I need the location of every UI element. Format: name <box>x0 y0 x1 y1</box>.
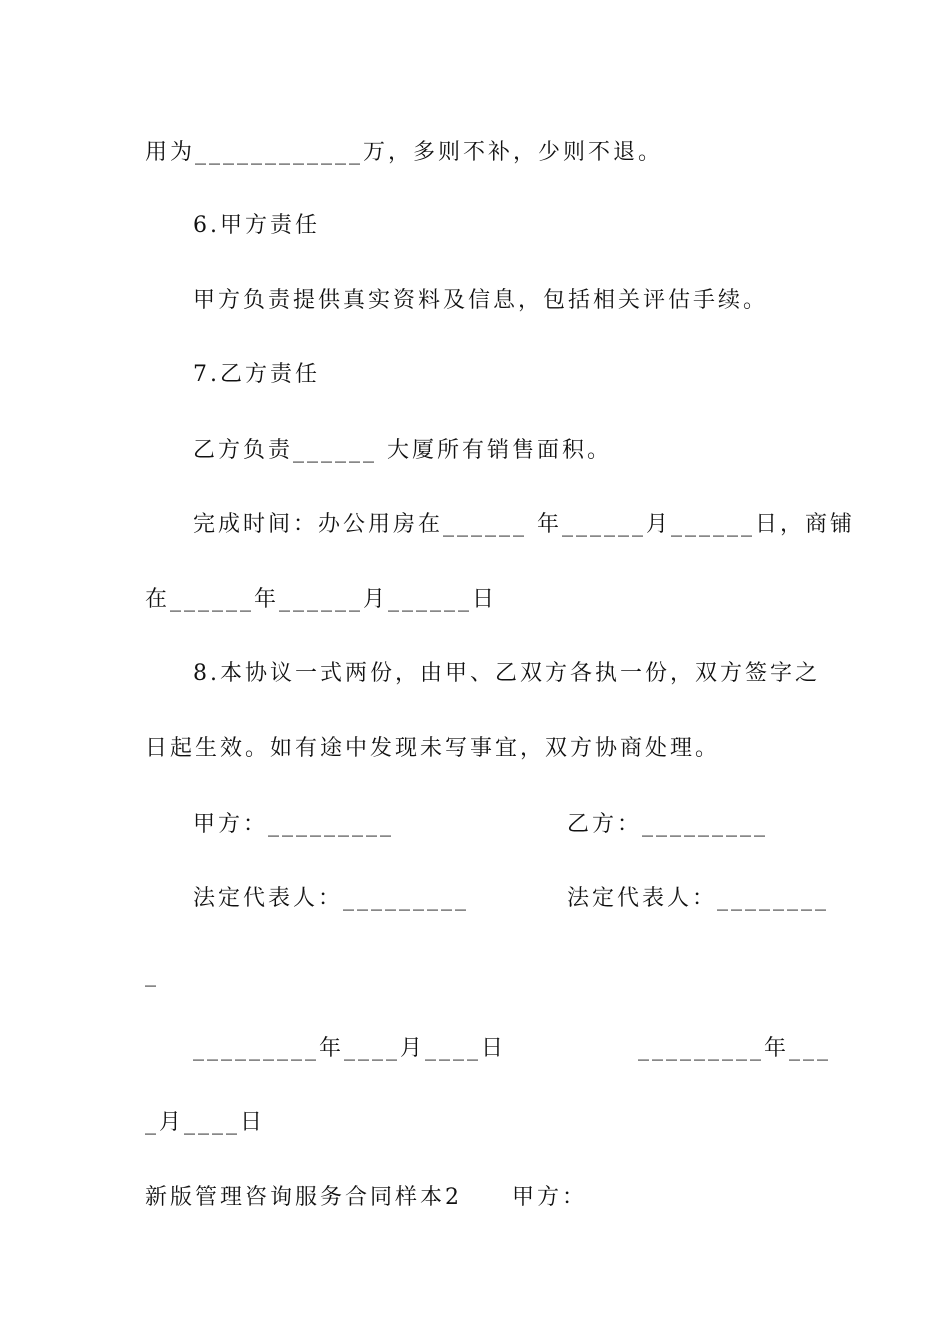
section-7-body: 乙方负责______ 大厦所有销售面积。 <box>193 438 612 463</box>
completion-time-continued: 在______年______月______日 <box>145 587 498 612</box>
party-a-date: _________年____月____日 <box>193 1036 507 1061</box>
completion-time-line: 完成时间：办公用房在______ 年______月______日，商铺 <box>193 512 855 537</box>
party-b-representative: 法定代表人：________ <box>567 886 830 911</box>
section-6-heading: 6.甲方责任 <box>193 213 320 238</box>
party-b-date: _________年___ <box>638 1036 832 1061</box>
section-7-heading: 7.乙方责任 <box>193 362 320 387</box>
party-a-representative: 法定代表人：_________ <box>193 886 470 911</box>
section-8-body: 8.本协议一式两份，由甲、乙双方各执一份，双方签字之 <box>193 661 820 686</box>
next-contract-title: 新版管理咨询服务合同样本2 甲方： <box>145 1185 587 1210</box>
section-8-continued: 日起生效。如有途中发现未写事宜，双方协商处理。 <box>145 736 721 761</box>
party-b-representative-wrap: _ <box>145 962 159 987</box>
fee-line: 用为____________万，多则不补，少则不退。 <box>145 140 664 165</box>
party-b-date-wrap: _月____日 <box>145 1110 266 1135</box>
party-b-signature: 乙方：_________ <box>567 812 769 837</box>
section-6-body: 甲方负责提供真实资料及信息，包括相关评估手续。 <box>193 288 769 313</box>
party-a-signature: 甲方：_________ <box>193 812 395 837</box>
